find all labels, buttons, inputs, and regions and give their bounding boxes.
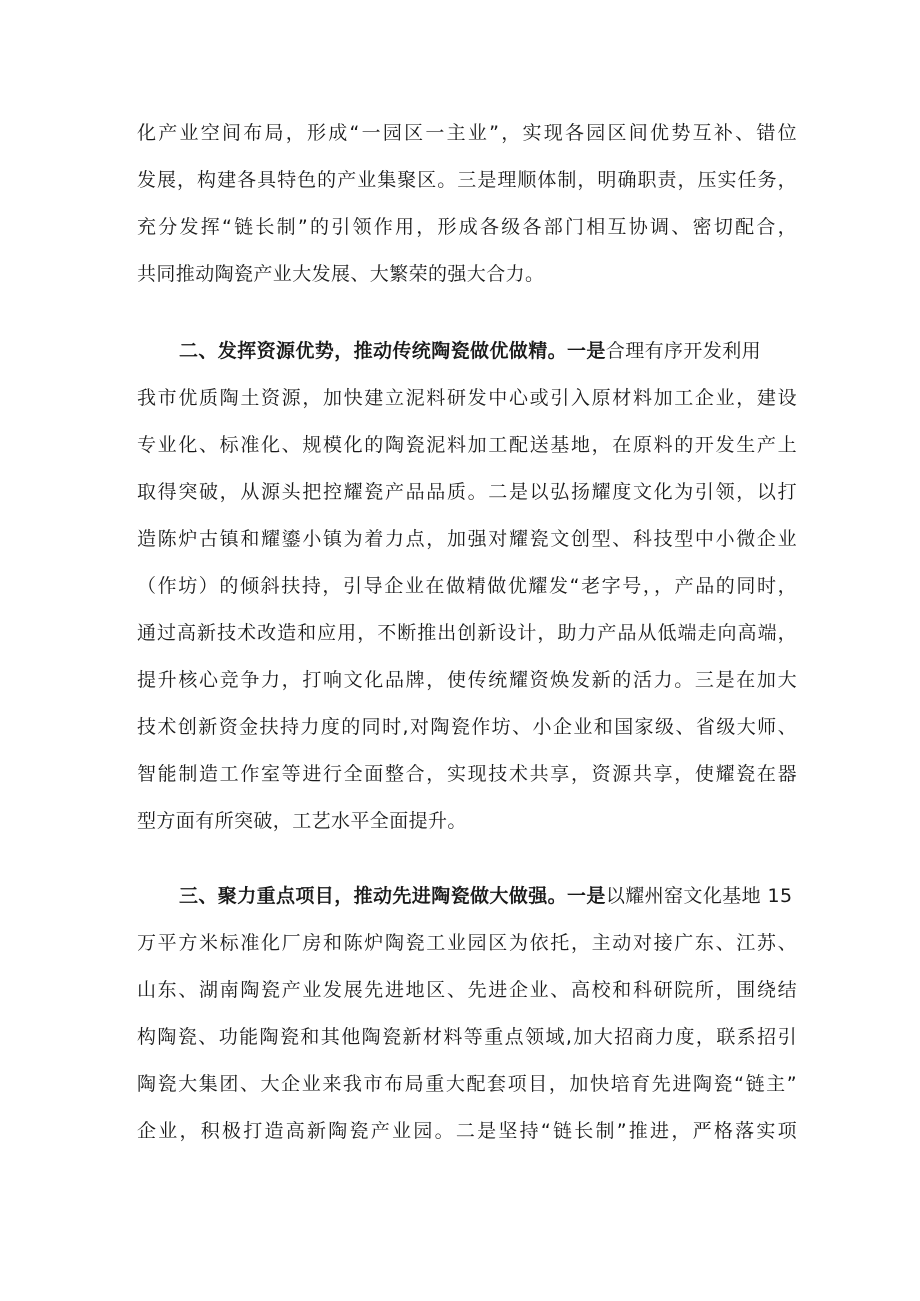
text-line: 企业，积极打造高新陶瓷产业园。二是坚持“链长制”推进，严格落实项 xyxy=(137,1120,797,1142)
text-line: 型方面有所突破，工艺水平全面提升。 xyxy=(137,810,467,832)
text-line: 陶瓷大集团、大企业来我市布局重大配套项目，加快培育先进陶瓷“链主” xyxy=(137,1073,797,1095)
paragraph-2 xyxy=(137,328,797,845)
text-line: 充分发挥“链长制”的引领作用，形成各级各部门相互协调、密切配合， xyxy=(137,216,797,238)
lead-phrase: 一是 xyxy=(567,340,606,362)
paragraph-3 xyxy=(137,873,797,1155)
text-line: 化产业空间布局，形成“一园区一主业”，实现各园区间优势互补、错位 xyxy=(137,122,797,144)
text-line: 智能制造工作室等进行全面整合，实现技术共享，资源共享，使耀瓷在器 xyxy=(137,763,797,785)
paragraph-1 xyxy=(137,110,797,298)
text-run: 以耀州窑文化基地 15 xyxy=(605,885,793,907)
text-line: 提升核心竞争力，打响文化品牌，使传统耀资焕发新的活力。三是在加大 xyxy=(137,669,797,691)
text-line: 构陶瓷、功能陶瓷和其他陶瓷新材料等重点领域,加大招商力度，联系招引 xyxy=(137,1026,797,1048)
text-line: 技术创新资金扶持力度的同时,对陶瓷作坊、小企业和国家级、省级大师、 xyxy=(137,716,797,738)
text-line: 发展，构建各具特色的产业集聚区。三是理顺体制，明确职责，压实任务， xyxy=(137,169,797,191)
text-line: （作坊）的倾斜扶持，引导企业在做精做优耀发“老字号，，产品的同时， xyxy=(137,575,797,597)
text-line: 万平方米标准化厂房和陈炉陶瓷工业园区为依托，主动对接广东、江苏、 xyxy=(137,932,797,954)
text-line: 取得突破，从源头把控耀瓷产品品质。二是以弘扬耀度文化为引领，以打 xyxy=(137,481,797,503)
text-run: 合理有序开发利用 xyxy=(605,340,762,362)
text-line: 造陈炉古镇和耀鎏小镇为着力点，加强对耀瓷文创型、科技型中小微企业 xyxy=(137,528,797,550)
text-line: 通过高新技术改造和应用，不断推出创新设计，助力产品从低端走向高端， xyxy=(137,622,797,644)
lead-phrase: 一是 xyxy=(567,885,606,907)
paragraph-first-line xyxy=(137,328,797,375)
paragraph-first-line xyxy=(137,873,797,920)
text-line: 我市优质陶土资源，加快建立泥料研发中心或引入原材料加工企业，建设 xyxy=(137,387,797,409)
text-line: 山东、湖南陶瓷产业发展先进地区、先进企业、高校和科研院所，围绕结 xyxy=(137,979,797,1001)
section-heading: 二、发挥资源优势，推动传统陶瓷做优做精。 xyxy=(179,340,568,362)
text-line: 专业化、标准化、规模化的陶瓷泥料加工配送基地，在原料的开发生产上 xyxy=(137,434,797,456)
text-line: 共同推动陶瓷产业大发展、大繁荣的强大合力。 xyxy=(137,263,545,285)
section-heading: 三、聚力重点项目，推动先进陶瓷做大做强。 xyxy=(179,885,568,907)
